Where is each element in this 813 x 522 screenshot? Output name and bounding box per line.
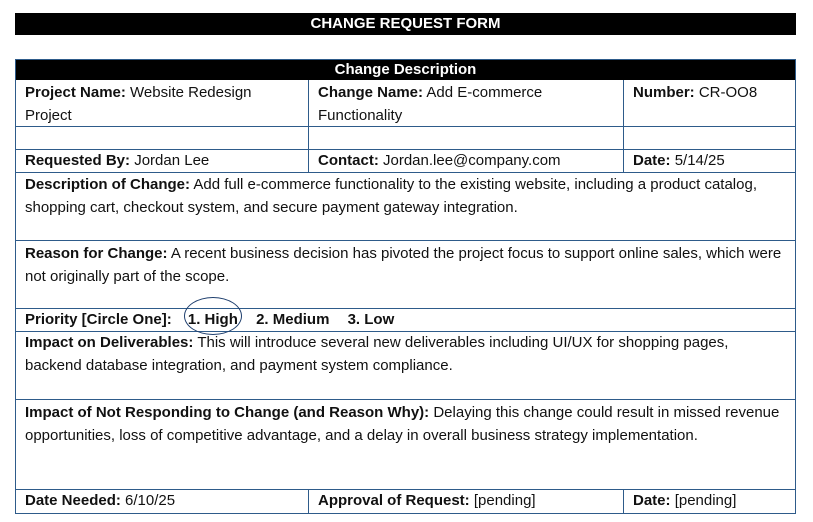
project-name-cell [16, 80, 308, 126]
approval-row [16, 489, 795, 513]
impact-not-responding-label: Impact of Not Responding to Change (and Reason Why): [25, 404, 430, 421]
priority-row [16, 308, 795, 331]
page-title: CHANGE REQUEST FORM [15, 13, 796, 35]
reason-value: A recent business decision has pivoted the project focus to support online sales, which were not originally part of the scope. [25, 245, 782, 285]
impact-deliverables-row [16, 331, 795, 399]
change-request-form [15, 59, 796, 514]
impact-not-responding-value: Delaying this change could result in missed revenue opportunities, loss of competitive advantage, and a delay in overall business strategy implementation. [25, 404, 780, 444]
approval-date-cell [623, 490, 795, 513]
contact-value: Jordan.lee@company.com [383, 152, 561, 169]
project-row [16, 80, 795, 126]
requested-by-value: Jordan Lee [134, 152, 210, 169]
contact-label: Contact: [318, 152, 379, 169]
date-value: 5/14/25 [674, 152, 725, 169]
approval-value: [pending] [473, 492, 536, 509]
requester-row [16, 149, 795, 172]
number-label: Number: [633, 84, 695, 101]
blank-cell-1 [16, 127, 308, 149]
impact-deliverables-value: This will introduce several new deliverables including UI/UX for shopping pages, backend database integration, and payment system compliance. [25, 334, 729, 374]
date-label: Date: [633, 152, 671, 169]
priority-option-low[interactable]: 3. Low [347, 311, 395, 328]
date-needed-value: 6/10/25 [125, 492, 176, 509]
blank-cell-2 [308, 127, 623, 149]
priority-cell [16, 309, 795, 331]
contact-cell [308, 150, 623, 172]
change-name-value: Add E-commerce Functionality [318, 84, 543, 124]
impact-not-responding-row [16, 399, 795, 489]
impact-not-responding-cell [16, 400, 795, 489]
priority-label: Priority [Circle One]: [25, 311, 172, 328]
project-name-label: Project Name: [25, 84, 126, 101]
impact-deliverables-label: Impact on Deliverables: [25, 334, 194, 351]
description-cell [16, 173, 795, 240]
number-cell [623, 80, 795, 126]
requested-by-cell [16, 150, 308, 172]
change-name-cell [308, 80, 623, 126]
approval-label: Approval of Request: [318, 492, 470, 509]
impact-deliverables-cell [16, 332, 795, 399]
section-header: Change Description [16, 60, 795, 80]
date-cell [623, 150, 795, 172]
requested-by-label: Requested By: [25, 152, 131, 169]
description-label: Description of Change: [25, 176, 191, 193]
change-name-label: Change Name: [318, 84, 424, 101]
priority-option-medium[interactable]: 2. Medium [256, 311, 330, 328]
priority-option-high[interactable]: 1. High [187, 311, 238, 328]
selection-circle-icon [184, 297, 242, 335]
approval-date-value: [pending] [674, 492, 737, 509]
number-value: CR-OO8 [698, 84, 758, 101]
description-row [16, 172, 795, 240]
blank-row [16, 126, 795, 149]
approval-cell [308, 490, 623, 513]
project-name-value: Website Redesign Project [25, 84, 252, 124]
blank-cell-3 [623, 127, 795, 149]
date-needed-label: Date Needed: [25, 492, 121, 509]
reason-cell [16, 241, 795, 308]
approval-date-label: Date: [633, 492, 671, 509]
date-needed-cell [16, 490, 308, 513]
description-value: Add full e-commerce functionality to the existing website, including a product catalog, shopping cart, checkout system, and secure payment gateway integration. [25, 176, 757, 216]
reason-row [16, 240, 795, 308]
reason-label: Reason for Change: [25, 245, 168, 262]
